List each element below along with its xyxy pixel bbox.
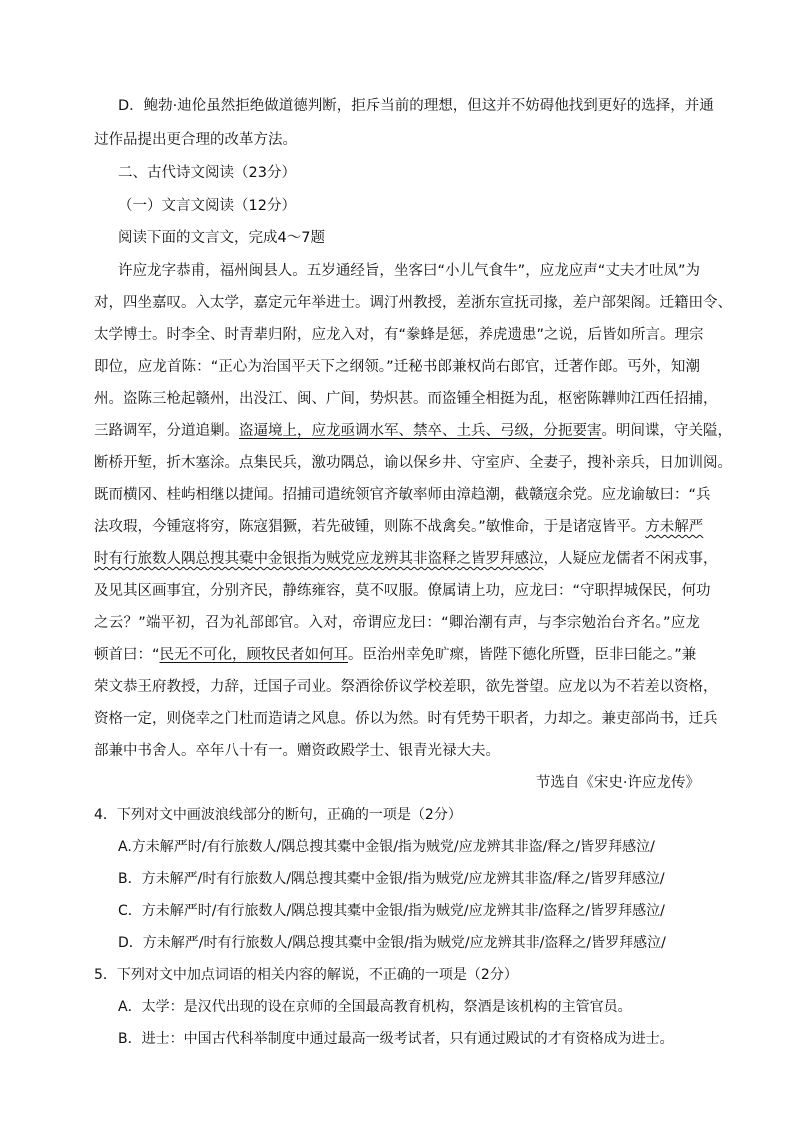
question-5-option-b: B．进士：中国古代科举制度中通过最高一级考试者，只有通过殿试的才有资格成为进士。: [118, 1031, 674, 1047]
wavy-underlined-text: 方未解严: [645, 519, 704, 535]
passage-text: 三路调军，分道追剿。: [94, 423, 239, 439]
section-heading: 二、古代诗文阅读（23分）: [118, 165, 296, 181]
question-4-option-d: D．方未解严/时有行旅数人/隅总搜其橐中金银/指为贼党/应龙辨其非/盗释之/皆罗拜感泣/: [118, 935, 666, 951]
passage-text: 法攻瑕，今锺寇将穷，陈寇猖獗，若先破锺，则陈不战禽矣。”敏惟命，于是诸寇皆平。: [94, 519, 646, 535]
subsection-heading: （一）文言文阅读（12分）: [118, 198, 296, 214]
passage-line: [94, 421, 732, 441]
passage-line: 许应龙字恭甫，福州闽县人。五岁通经旨，坐客曰“小儿气食牛”，应龙应声“丈夫才吐凤”为: [118, 263, 700, 279]
wavy-underlined-text: 时有行旅数人隅总搜其橐中金银指为贼党应龙辨其非盗释之皆罗拜感泣: [94, 551, 544, 567]
question-4-option-a: A.方未解严时/有行旅数人/隅总搜其橐中金银/指为贼党/应龙辨其非盗/释之/皆罗拜感泣/: [118, 839, 655, 855]
question-5-option-a: A．太学：是汉代出现的设在京师的全国最高教育机构，祭酒是该机构的主管官员。: [118, 999, 632, 1015]
question-4-stem: 4．下列对文中画波浪线部分的断句，正确的一项是（2分）: [94, 807, 462, 823]
passage-line: 对，四坐嘉叹。入太学，嘉定元年举进士。调汀州教授，差浙东宣抚司掾，差户部架阁。迁籍田令、: [94, 295, 732, 311]
passage-line: 既而横冈、桂屿相继以捷闻。招捕司遣统领官齐敏率师由漳趋潮，截赣寇余党。应龙谕敏曰：“兵: [94, 487, 711, 503]
underlined-sentence: 盗逼境上，应龙亟调水军、禁卒、土兵、弓级，分扼要害: [239, 423, 602, 439]
passage-source: 节选自《宋史·许应龙传》: [535, 775, 700, 791]
question-5-stem: 5．下列对文中加点词语的相关内容的解说，不正确的一项是（2分）: [94, 967, 518, 983]
passage-line: 太学博士。时李全、时青辈归附，应龙入对，有“豢蜂是惩，养虎遗患”之说，后皆如所言。理宗: [94, 327, 704, 343]
passage-text: 。明间谍，守关隘，: [601, 423, 732, 439]
passage-line: 荣文恭王府教授，力辞，迁国子司业。祭酒徐侨议学校差职，欲先誉望。应龙以为不若差以资格，: [94, 679, 718, 695]
passage-line: 及见其区画事宜，分别齐民，静练雍容，莫不叹服。僚属请上功，应龙曰：“守职捍城保民，何功: [94, 583, 711, 599]
passage-text: ，人疑应龙儒者不闲戎事，: [543, 551, 718, 567]
passage-line: [94, 517, 704, 537]
passage-line: 资格一定，则侥幸之门杜而造请之风息。侨以为然。时有凭势干职者，力却之。兼吏部尚书，迁兵: [94, 711, 718, 727]
passage-line: 断桥开堑，折木塞涂。点集民兵，激功隅总，谕以保乡井、守室庐、全妻子，搜补亲兵，日加训阅。: [94, 455, 732, 471]
passage-line: [94, 645, 700, 665]
question-4-option-b: B．方未解严/时有行旅数人/隅总搜其橐中金银/指为贼党/应龙辨其非盗/释之/皆罗拜感泣/: [118, 871, 665, 887]
passage-line: 即位，应龙首陈：“正心为治国平天下之纲领。”迁秘书郎兼权尚右郎官，迁著作郎。丐外，知潮: [94, 359, 700, 375]
instruction: 阅读下面的文言文，完成4～7题: [118, 230, 325, 246]
passage-text: 顿首曰：“: [94, 647, 160, 663]
passage-line: 州。盗陈三枪起赣州，出没江、闽、广间，势炽甚。而盗锺全相挺为乱，枢密陈韡帅江西任招捕，: [94, 391, 718, 407]
passage-text: 。臣治州幸免旷瘝，皆陛下德化所暨，臣非曰能之。”兼: [348, 647, 697, 663]
underlined-sentence: 民无不可化，顾牧民者如何耳: [159, 647, 349, 663]
passage-line: 之云？”端平初，召为礼部郎官。入对，帝谓应龙曰：“卿治潮有声，与李宗勉治台齐名。”应龙: [94, 615, 700, 631]
option-d-line-1: D．鲍勃·迪伦虽然拒绝做道德判断，拒斥当前的理想，但这并不妨碍他找到更好的选择，并通: [118, 98, 714, 114]
option-d-line-2: 过作品提出更合理的改革方法。: [94, 132, 297, 148]
passage-line: 部兼中书舍人。卒年八十有一。赠资政殿学士、银青光禄大夫。: [94, 743, 500, 759]
passage-line: [94, 549, 718, 569]
question-4-option-c: C．方未解严时/有行旅数人/隅总搜其橐中金银/指为贼党/应龙辨其非/盗释之/皆罗拜感泣/: [118, 903, 665, 919]
